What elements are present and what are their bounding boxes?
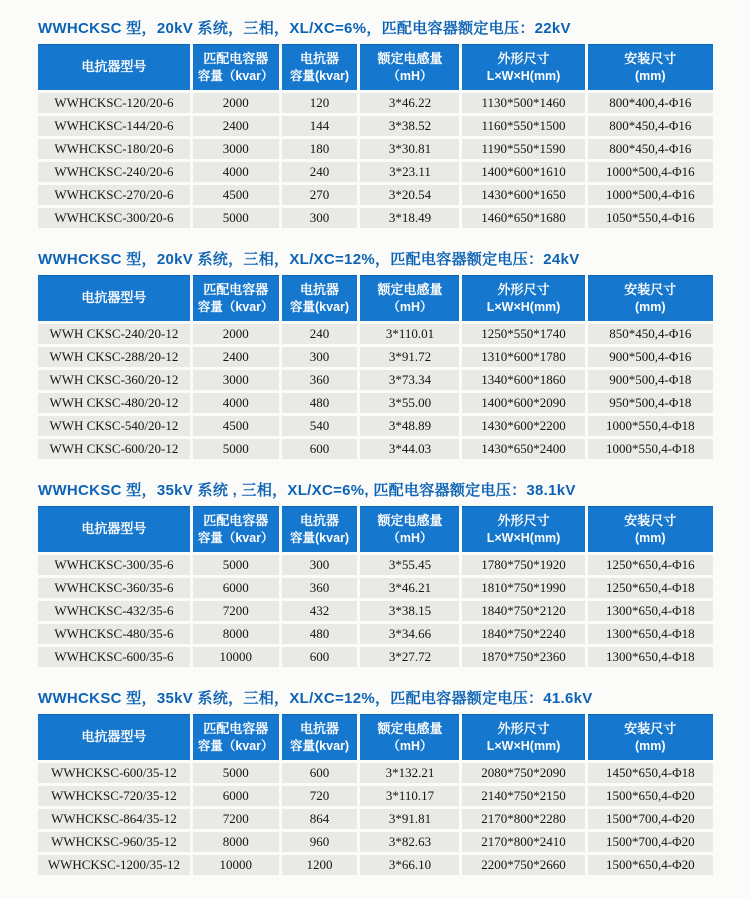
table-row <box>38 809 713 829</box>
column-header-line2: (mm) <box>635 530 666 545</box>
overall-dimensions-cell: 1400*600*2090 <box>462 393 584 413</box>
mounting-dimensions-cell: 1050*550,4-Φ16 <box>588 208 713 228</box>
column-header-line1: 额定电感量 <box>377 281 443 297</box>
capacitor-capacity-cell: 3000 <box>193 139 279 159</box>
reactor-capacity-cell: 480 <box>282 624 358 644</box>
overall-dimensions-cell: 1430*600*2200 <box>462 416 584 436</box>
overall-dimensions-cell: 1840*750*2120 <box>462 601 584 621</box>
capacitor-capacity-cell: 5000 <box>193 555 279 575</box>
model-cell: WWH CKSC-288/20-12 <box>38 347 190 367</box>
reactor-capacity-cell: 600 <box>282 763 358 783</box>
rated-inductance-cell: 3*91.81 <box>360 809 459 829</box>
capacitor-capacity-cell: 2400 <box>193 347 279 367</box>
column-header-capacitor-capacity <box>193 275 279 321</box>
column-header-line1: 安装尺寸 <box>624 281 677 297</box>
column-header-line1: 外形尺寸 <box>497 50 550 66</box>
table-row <box>38 416 713 436</box>
capacitor-capacity-cell: 8000 <box>193 832 279 852</box>
spec-table <box>35 503 716 670</box>
table-row <box>38 324 713 344</box>
column-header-model <box>38 506 190 552</box>
mounting-dimensions-cell: 850*450,4-Φ16 <box>588 324 713 344</box>
table-row <box>38 763 713 783</box>
reactor-capacity-cell: 540 <box>282 416 358 436</box>
reactor-capacity-cell: 360 <box>282 370 358 390</box>
rated-inductance-cell: 3*82.63 <box>360 832 459 852</box>
column-header-reactor-capacity <box>282 506 358 552</box>
column-header-reactor-capacity <box>282 275 358 321</box>
table-row <box>38 347 713 367</box>
column-header-line1: 匹配电容器 <box>203 281 269 297</box>
rated-inductance-cell: 3*110.01 <box>360 324 459 344</box>
column-header-line2: (mm) <box>635 299 666 314</box>
model-cell: WWHCKSC-480/35-6 <box>38 624 190 644</box>
column-header-rated-inductance <box>360 275 459 321</box>
column-header-rated-inductance <box>360 506 459 552</box>
column-header-line2: 容量（kvar） <box>197 530 274 545</box>
overall-dimensions-cell: 1130*500*1460 <box>462 93 584 113</box>
rated-inductance-cell: 3*73.34 <box>360 370 459 390</box>
column-header-line2: L×W×H(mm) <box>486 299 561 314</box>
column-header-line2: L×W×H(mm) <box>486 738 561 753</box>
overall-dimensions-cell: 1430*650*2400 <box>462 439 584 459</box>
column-header-capacitor-capacity <box>193 44 279 90</box>
mounting-dimensions-cell: 1000*500,4-Φ16 <box>588 162 713 182</box>
column-header-line1: 外形尺寸 <box>497 512 550 528</box>
reactor-capacity-cell: 432 <box>282 601 358 621</box>
model-cell: WWHCKSC-120/20-6 <box>38 93 190 113</box>
column-header-line2: 容量（kvar） <box>197 68 274 83</box>
reactor-capacity-cell: 1200 <box>282 855 358 875</box>
reactor-capacity-cell: 480 <box>282 393 358 413</box>
mounting-dimensions-cell: 1500*700,4-Φ20 <box>588 809 713 829</box>
reactor-capacity-cell: 720 <box>282 786 358 806</box>
column-header-line1: 电抗器型号 <box>81 59 147 75</box>
table-row <box>38 555 713 575</box>
model-cell: WWHCKSC-270/20-6 <box>38 185 190 205</box>
reactor-capacity-cell: 300 <box>282 208 358 228</box>
reactor-capacity-cell: 960 <box>282 832 358 852</box>
model-cell: WWHCKSC-144/20-6 <box>38 116 190 136</box>
column-header-line2: 容量（kvar） <box>197 738 274 753</box>
table-row <box>38 439 713 459</box>
model-cell: WWHCKSC-960/35-12 <box>38 832 190 852</box>
capacitor-capacity-cell: 5000 <box>193 208 279 228</box>
mounting-dimensions-cell: 1000*550,4-Φ18 <box>588 439 713 459</box>
capacitor-capacity-cell: 5000 <box>193 439 279 459</box>
reactor-capacity-cell: 300 <box>282 555 358 575</box>
column-header-line1: 外形尺寸 <box>497 720 550 736</box>
spec-section <box>35 20 716 231</box>
column-header-capacitor-capacity <box>193 714 279 760</box>
mounting-dimensions-cell: 1300*650,4-Φ18 <box>588 624 713 644</box>
column-header-overall-dimensions <box>462 275 584 321</box>
overall-dimensions-cell: 1780*750*1920 <box>462 555 584 575</box>
reactor-capacity-cell: 270 <box>282 185 358 205</box>
table-header-row <box>38 275 713 321</box>
table-row <box>38 624 713 644</box>
reactor-capacity-cell: 240 <box>282 162 358 182</box>
mounting-dimensions-cell: 1300*650,4-Φ18 <box>588 601 713 621</box>
column-header-line1: 额定电感量 <box>377 50 443 66</box>
capacitor-capacity-cell: 4500 <box>193 185 279 205</box>
overall-dimensions-cell: 1160*550*1500 <box>462 116 584 136</box>
section-title: WWHCKSC 型，35kV 系统 , 三相，XL/XC=6%, 匹配电容器额定电压：38.1kV <box>38 482 576 499</box>
model-cell: WWHCKSC-600/35-12 <box>38 763 190 783</box>
table-row <box>38 162 713 182</box>
column-header-line1: 电抗器 <box>300 50 340 66</box>
model-cell: WWH CKSC-360/20-12 <box>38 370 190 390</box>
column-header-line2: （mH） <box>387 738 433 753</box>
mounting-dimensions-cell: 1250*650,4-Φ16 <box>588 555 713 575</box>
column-header-line1: 安装尺寸 <box>624 720 677 736</box>
capacitor-capacity-cell: 6000 <box>193 578 279 598</box>
table-body <box>38 324 713 459</box>
model-cell: WWH CKSC-480/20-12 <box>38 393 190 413</box>
table-header-row <box>38 44 713 90</box>
table-row <box>38 647 713 667</box>
column-header-reactor-capacity <box>282 714 358 760</box>
reactor-capacity-cell: 360 <box>282 578 358 598</box>
overall-dimensions-cell: 1810*750*1990 <box>462 578 584 598</box>
model-cell: WWH CKSC-600/20-12 <box>38 439 190 459</box>
rated-inductance-cell: 3*23.11 <box>360 162 459 182</box>
reactor-capacity-cell: 300 <box>282 347 358 367</box>
overall-dimensions-cell: 1310*600*1780 <box>462 347 584 367</box>
column-header-line1: 安装尺寸 <box>624 50 677 66</box>
table-row <box>38 832 713 852</box>
model-cell: WWHCKSC-360/35-6 <box>38 578 190 598</box>
column-header-line1: 电抗器 <box>300 281 340 297</box>
column-header-line1: 安装尺寸 <box>624 512 677 528</box>
reactor-capacity-cell: 600 <box>282 647 358 667</box>
column-header-line1: 电抗器型号 <box>81 290 147 306</box>
mounting-dimensions-cell: 800*400,4-Φ16 <box>588 93 713 113</box>
column-header-line1: 电抗器 <box>300 720 340 736</box>
overall-dimensions-cell: 1340*600*1860 <box>462 370 584 390</box>
model-cell: WWHCKSC-300/20-6 <box>38 208 190 228</box>
model-cell: WWHCKSC-180/20-6 <box>38 139 190 159</box>
table-row <box>38 855 713 875</box>
overall-dimensions-cell: 1430*600*1650 <box>462 185 584 205</box>
column-header-line2: 容量(kvar) <box>290 299 350 314</box>
column-header-line1: 匹配电容器 <box>203 720 269 736</box>
rated-inductance-cell: 3*55.00 <box>360 393 459 413</box>
column-header-mounting-dimensions <box>588 714 713 760</box>
table-body <box>38 555 713 667</box>
capacitor-capacity-cell: 7200 <box>193 601 279 621</box>
table-header-row <box>38 714 713 760</box>
rated-inductance-cell: 3*34.66 <box>360 624 459 644</box>
table-row <box>38 393 713 413</box>
overall-dimensions-cell: 2200*750*2660 <box>462 855 584 875</box>
column-header-line2: (mm) <box>635 738 666 753</box>
table-header-row <box>38 506 713 552</box>
column-header-line1: 额定电感量 <box>377 512 443 528</box>
reactor-capacity-cell: 240 <box>282 324 358 344</box>
spec-table <box>35 41 716 231</box>
column-header-line1: 电抗器 <box>300 512 340 528</box>
column-header-rated-inductance <box>360 44 459 90</box>
capacitor-capacity-cell: 2000 <box>193 324 279 344</box>
mounting-dimensions-cell: 1450*650,4-Φ18 <box>588 763 713 783</box>
model-cell: WWHCKSC-432/35-6 <box>38 601 190 621</box>
reactor-capacity-cell: 144 <box>282 116 358 136</box>
column-header-mounting-dimensions <box>588 44 713 90</box>
mounting-dimensions-cell: 1000*550,4-Φ18 <box>588 416 713 436</box>
table-row <box>38 601 713 621</box>
column-header-model <box>38 275 190 321</box>
mounting-dimensions-cell: 1500*650,4-Φ20 <box>588 855 713 875</box>
column-header-line1: 额定电感量 <box>377 720 443 736</box>
rated-inductance-cell: 3*27.72 <box>360 647 459 667</box>
model-cell: WWHCKSC-864/35-12 <box>38 809 190 829</box>
model-cell: WWHCKSC-600/35-6 <box>38 647 190 667</box>
reactor-capacity-cell: 120 <box>282 93 358 113</box>
overall-dimensions-cell: 1840*750*2240 <box>462 624 584 644</box>
model-cell: WWHCKSC-720/35-12 <box>38 786 190 806</box>
column-header-line1: 匹配电容器 <box>203 512 269 528</box>
model-cell: WWHCKSC-1200/35-12 <box>38 855 190 875</box>
column-header-reactor-capacity <box>282 44 358 90</box>
capacitor-capacity-cell: 4000 <box>193 393 279 413</box>
column-header-line2: L×W×H(mm) <box>486 530 561 545</box>
overall-dimensions-cell: 2170*800*2410 <box>462 832 584 852</box>
column-header-line1: 外形尺寸 <box>497 281 550 297</box>
overall-dimensions-cell: 1190*550*1590 <box>462 139 584 159</box>
column-header-overall-dimensions <box>462 506 584 552</box>
rated-inductance-cell: 3*46.22 <box>360 93 459 113</box>
rated-inductance-cell: 3*110.17 <box>360 786 459 806</box>
spec-section <box>35 482 716 670</box>
column-header-line2: 容量(kvar) <box>290 530 350 545</box>
capacitor-capacity-cell: 10000 <box>193 647 279 667</box>
rated-inductance-cell: 3*38.52 <box>360 116 459 136</box>
capacitor-capacity-cell: 5000 <box>193 763 279 783</box>
column-header-overall-dimensions <box>462 714 584 760</box>
capacitor-capacity-cell: 2000 <box>193 93 279 113</box>
column-header-line2: 容量(kvar) <box>290 68 350 83</box>
mounting-dimensions-cell: 900*500,4-Φ16 <box>588 347 713 367</box>
mounting-dimensions-cell: 1500*700,4-Φ20 <box>588 832 713 852</box>
column-header-line2: 容量（kvar） <box>197 299 274 314</box>
table-row <box>38 139 713 159</box>
column-header-line2: 容量(kvar) <box>290 738 350 753</box>
rated-inductance-cell: 3*30.81 <box>360 139 459 159</box>
capacitor-capacity-cell: 4500 <box>193 416 279 436</box>
reactor-capacity-cell: 180 <box>282 139 358 159</box>
mounting-dimensions-cell: 1300*650,4-Φ18 <box>588 647 713 667</box>
column-header-mounting-dimensions <box>588 275 713 321</box>
table-row <box>38 786 713 806</box>
table-row <box>38 578 713 598</box>
section-title: WWHCKSC 型，20kV 系统，三相，XL/XC=6%，匹配电容器额定电压：22kV <box>38 20 571 37</box>
column-header-line2: （mH） <box>387 530 433 545</box>
column-header-overall-dimensions <box>462 44 584 90</box>
column-header-line1: 匹配电容器 <box>203 50 269 66</box>
spec-section <box>35 251 716 462</box>
table-row <box>38 185 713 205</box>
capacitor-capacity-cell: 2400 <box>193 116 279 136</box>
column-header-line2: （mH） <box>387 299 433 314</box>
mounting-dimensions-cell: 800*450,4-Φ16 <box>588 116 713 136</box>
table-row <box>38 116 713 136</box>
mounting-dimensions-cell: 1250*650,4-Φ18 <box>588 578 713 598</box>
spec-section <box>35 690 716 878</box>
overall-dimensions-cell: 2140*750*2150 <box>462 786 584 806</box>
reactor-capacity-cell: 864 <box>282 809 358 829</box>
mounting-dimensions-cell: 800*450,4-Φ16 <box>588 139 713 159</box>
rated-inductance-cell: 3*66.10 <box>360 855 459 875</box>
table-body <box>38 763 713 875</box>
table-row <box>38 208 713 228</box>
spec-table <box>35 711 716 878</box>
rated-inductance-cell: 3*91.72 <box>360 347 459 367</box>
overall-dimensions-cell: 1870*750*2360 <box>462 647 584 667</box>
overall-dimensions-cell: 2170*800*2280 <box>462 809 584 829</box>
spec-table <box>35 272 716 462</box>
column-header-model <box>38 714 190 760</box>
reactor-capacity-cell: 600 <box>282 439 358 459</box>
capacitor-capacity-cell: 3000 <box>193 370 279 390</box>
capacitor-capacity-cell: 7200 <box>193 809 279 829</box>
mounting-dimensions-cell: 1500*650,4-Φ20 <box>588 786 713 806</box>
rated-inductance-cell: 3*46.21 <box>360 578 459 598</box>
mounting-dimensions-cell: 900*500,4-Φ18 <box>588 370 713 390</box>
capacitor-capacity-cell: 6000 <box>193 786 279 806</box>
column-header-line2: （mH） <box>387 68 433 83</box>
table-body <box>38 93 713 228</box>
rated-inductance-cell: 3*20.54 <box>360 185 459 205</box>
column-header-model <box>38 44 190 90</box>
rated-inductance-cell: 3*44.03 <box>360 439 459 459</box>
table-row <box>38 93 713 113</box>
model-cell: WWH CKSC-540/20-12 <box>38 416 190 436</box>
capacitor-capacity-cell: 8000 <box>193 624 279 644</box>
table-row <box>38 370 713 390</box>
section-title: WWHCKSC 型，35kV 系统，三相，XL/XC=12%，匹配电容器额定电压：41.6kV <box>38 690 593 707</box>
column-header-rated-inductance <box>360 714 459 760</box>
model-cell: WWH CKSC-240/20-12 <box>38 324 190 344</box>
rated-inductance-cell: 3*38.15 <box>360 601 459 621</box>
overall-dimensions-cell: 1250*550*1740 <box>462 324 584 344</box>
mounting-dimensions-cell: 1000*500,4-Φ16 <box>588 185 713 205</box>
column-header-line1: 电抗器型号 <box>81 729 147 745</box>
section-title: WWHCKSC 型，20kV 系统，三相，XL/XC=12%，匹配电容器额定电压：24kV <box>38 251 580 268</box>
capacitor-capacity-cell: 4000 <box>193 162 279 182</box>
model-cell: WWHCKSC-240/20-6 <box>38 162 190 182</box>
rated-inductance-cell: 3*18.49 <box>360 208 459 228</box>
rated-inductance-cell: 3*132.21 <box>360 763 459 783</box>
column-header-capacitor-capacity <box>193 506 279 552</box>
column-header-line2: L×W×H(mm) <box>486 68 561 83</box>
rated-inductance-cell: 3*55.45 <box>360 555 459 575</box>
rated-inductance-cell: 3*48.89 <box>360 416 459 436</box>
capacitor-capacity-cell: 10000 <box>193 855 279 875</box>
overall-dimensions-cell: 1460*650*1680 <box>462 208 584 228</box>
mounting-dimensions-cell: 950*500,4-Φ18 <box>588 393 713 413</box>
column-header-line1: 电抗器型号 <box>81 521 147 537</box>
overall-dimensions-cell: 2080*750*2090 <box>462 763 584 783</box>
overall-dimensions-cell: 1400*600*1610 <box>462 162 584 182</box>
column-header-line2: (mm) <box>635 68 666 83</box>
model-cell: WWHCKSC-300/35-6 <box>38 555 190 575</box>
column-header-mounting-dimensions <box>588 506 713 552</box>
